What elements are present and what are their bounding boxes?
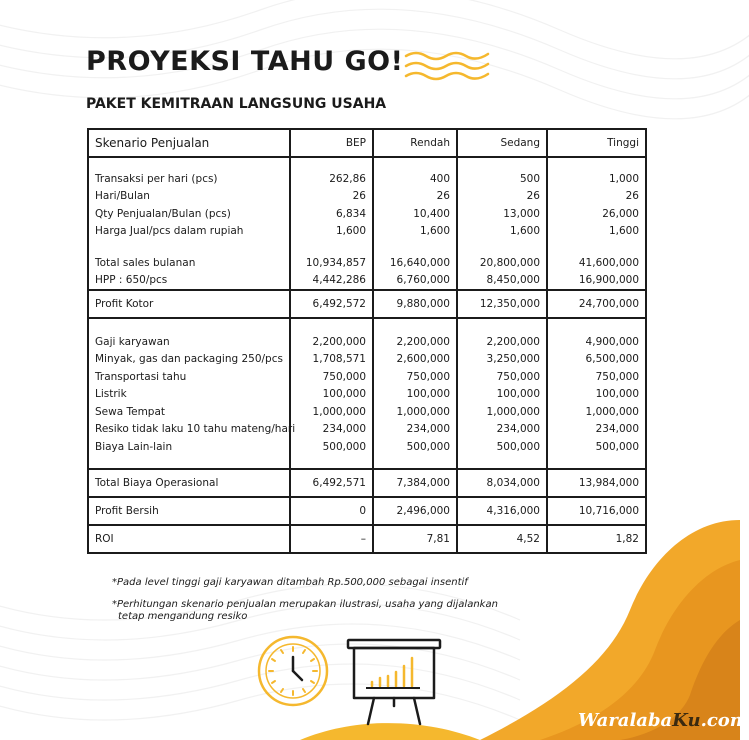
cell-tinggi: 100,000 [547,386,646,404]
cell-bep: 0 [290,497,373,525]
cell-bep: 4,442,286 [290,272,373,291]
cell-sedang: 4,316,000 [457,497,547,525]
cell-bep: – [290,525,373,553]
cell-sedang: 500,000 [457,438,547,456]
cell-sedang: 8,034,000 [457,469,547,497]
spacer-cell [457,157,547,170]
spacer-cell [373,157,457,170]
cell-sedang: 26 [457,188,547,206]
row-label: Profit Bersih [88,497,290,525]
cell-tinggi: 13,984,000 [547,469,646,497]
cell-sedang: 1,000,000 [457,403,547,421]
cell-tinggi: 750,000 [547,368,646,386]
spacer-cell [88,318,290,333]
cell-rendah: 2,496,000 [373,497,457,525]
projection-table [87,128,647,554]
cell-sedang: 500 [457,170,547,188]
cell-tinggi: 10,716,000 [547,497,646,525]
header-sedang: Sedang [457,129,547,157]
table-row [88,254,646,272]
cell-bep: 26 [290,188,373,206]
cell-rendah: 1,600 [373,223,457,241]
table-row [88,525,646,553]
wave-decoration-icon [402,48,492,84]
table-row [88,333,646,351]
cell-sedang: 8,450,000 [457,272,547,291]
row-label: Minyak, gas dan packaging 250/pcs [88,351,290,369]
cell-tinggi: 26,000 [547,205,646,223]
cell-rendah: 7,384,000 [373,469,457,497]
cell-tinggi: 24,700,000 [547,290,646,318]
footnote-incentive: *Pada level tinggi gaji karyawan ditambah Rp.500,000 sebagai insentif [112,577,468,588]
spacer-cell [547,456,646,469]
header-bep: BEP [290,129,373,157]
spacer-cell [373,456,457,469]
row-label: Qty Penjualan/Bulan (pcs) [88,205,290,223]
cell-tinggi: 41,600,000 [547,254,646,272]
spacer-cell [290,456,373,469]
cell-bep: 6,492,571 [290,469,373,497]
spacer-cell [457,456,547,469]
spacer-cell [457,318,547,333]
row-label: Harga Jual/pcs dalam rupiah [88,223,290,241]
cell-tinggi: 1,000,000 [547,403,646,421]
cell-bep: 6,492,572 [290,290,373,318]
row-label: Hari/Bulan [88,188,290,206]
cell-rendah: 9,880,000 [373,290,457,318]
cell-sedang: 12,350,000 [457,290,547,318]
cell-tinggi: 1,82 [547,525,646,553]
cell-tinggi: 500,000 [547,438,646,456]
cell-rendah: 500,000 [373,438,457,456]
row-label: HPP : 650/pcs [88,272,290,291]
cell-bep: 234,000 [290,421,373,439]
spacer-cell [547,240,646,254]
table-header-row [88,129,646,157]
cell-rendah: 26 [373,188,457,206]
row-label: Sewa Tempat [88,403,290,421]
cell-rendah: 400 [373,170,457,188]
spacer-cell [88,157,290,170]
cell-rendah: 2,600,000 [373,351,457,369]
row-label: Listrik [88,386,290,404]
spacer-cell [290,240,373,254]
page-title: PROYEKSI TAHU GO! [86,46,404,77]
cell-sedang: 20,800,000 [457,254,547,272]
header-scenario: Skenario Penjualan [88,129,290,157]
cell-sedang: 13,000 [457,205,547,223]
row-label: Gaji karyawan [88,333,290,351]
cell-rendah: 16,640,000 [373,254,457,272]
spacer-cell [457,240,547,254]
table-row [88,351,646,369]
cell-bep: 10,934,857 [290,254,373,272]
spacer-cell [373,318,457,333]
cell-rendah: 1,000,000 [373,403,457,421]
spacer-cell [547,157,646,170]
cell-tinggi: 1,000 [547,170,646,188]
cell-bep: 262,86 [290,170,373,188]
table-row [88,205,646,223]
presentation-chart-icon [344,636,444,730]
row-label: Biaya Lain-lain [88,438,290,456]
cell-tinggi: 26 [547,188,646,206]
table-row [88,497,646,525]
cell-rendah: 10,400 [373,205,457,223]
cell-sedang: 3,250,000 [457,351,547,369]
cell-sedang: 100,000 [457,386,547,404]
table-row [88,170,646,188]
table-row [88,421,646,439]
cell-bep: 500,000 [290,438,373,456]
cell-bep: 1,000,000 [290,403,373,421]
header-rendah: Rendah [373,129,457,157]
table-row [88,469,646,497]
spacer-cell [88,456,290,469]
cell-sedang: 2,200,000 [457,333,547,351]
cell-bep: 6,834 [290,205,373,223]
cell-sedang: 1,600 [457,223,547,241]
cell-bep: 1,600 [290,223,373,241]
table-row [88,223,646,241]
cell-rendah: 750,000 [373,368,457,386]
spacer-cell [290,157,373,170]
row-label: ROI [88,525,290,553]
cell-rendah: 2,200,000 [373,333,457,351]
cell-bep: 2,200,000 [290,333,373,351]
table-row [88,188,646,206]
cell-rendah: 7,81 [373,525,457,553]
table-row [88,403,646,421]
clock-icon [256,634,330,708]
cell-sedang: 4,52 [457,525,547,553]
header-tinggi: Tinggi [547,129,646,157]
spacer-cell [290,318,373,333]
spacer-cell [373,240,457,254]
footnote-illustration: *Perhitungan skenario penjualan merupakan ilustrasi, usaha yang dijalankan [112,599,498,610]
spacer-cell [547,318,646,333]
cell-tinggi: 234,000 [547,421,646,439]
table-row [88,368,646,386]
cell-rendah: 234,000 [373,421,457,439]
cell-tinggi: 4,900,000 [547,333,646,351]
cell-tinggi: 6,500,000 [547,351,646,369]
cell-bep: 1,708,571 [290,351,373,369]
cell-rendah: 6,760,000 [373,272,457,291]
row-label: Resiko tidak laku 10 tahu mateng/hari [88,421,290,439]
footnote-risk: tetap mengandung resiko [118,611,248,622]
cell-sedang: 750,000 [457,368,547,386]
page-subtitle: PAKET KEMITRAAN LANGSUNG USAHA [86,96,387,112]
spacer-cell [88,240,290,254]
row-label: Transportasi tahu [88,368,290,386]
cell-tinggi: 1,600 [547,223,646,241]
cell-rendah: 100,000 [373,386,457,404]
row-label: Profit Kotor [88,290,290,318]
table-row [88,272,646,291]
row-label: Transaksi per hari (pcs) [88,170,290,188]
table-row [88,438,646,456]
cell-bep: 100,000 [290,386,373,404]
cell-sedang: 234,000 [457,421,547,439]
brand-logo: WaralabaKu.com [578,710,749,731]
cell-bep: 750,000 [290,368,373,386]
row-label: Total sales bulanan [88,254,290,272]
row-label: Total Biaya Operasional [88,469,290,497]
table-row [88,290,646,318]
cell-tinggi: 16,900,000 [547,272,646,291]
table-row [88,386,646,404]
